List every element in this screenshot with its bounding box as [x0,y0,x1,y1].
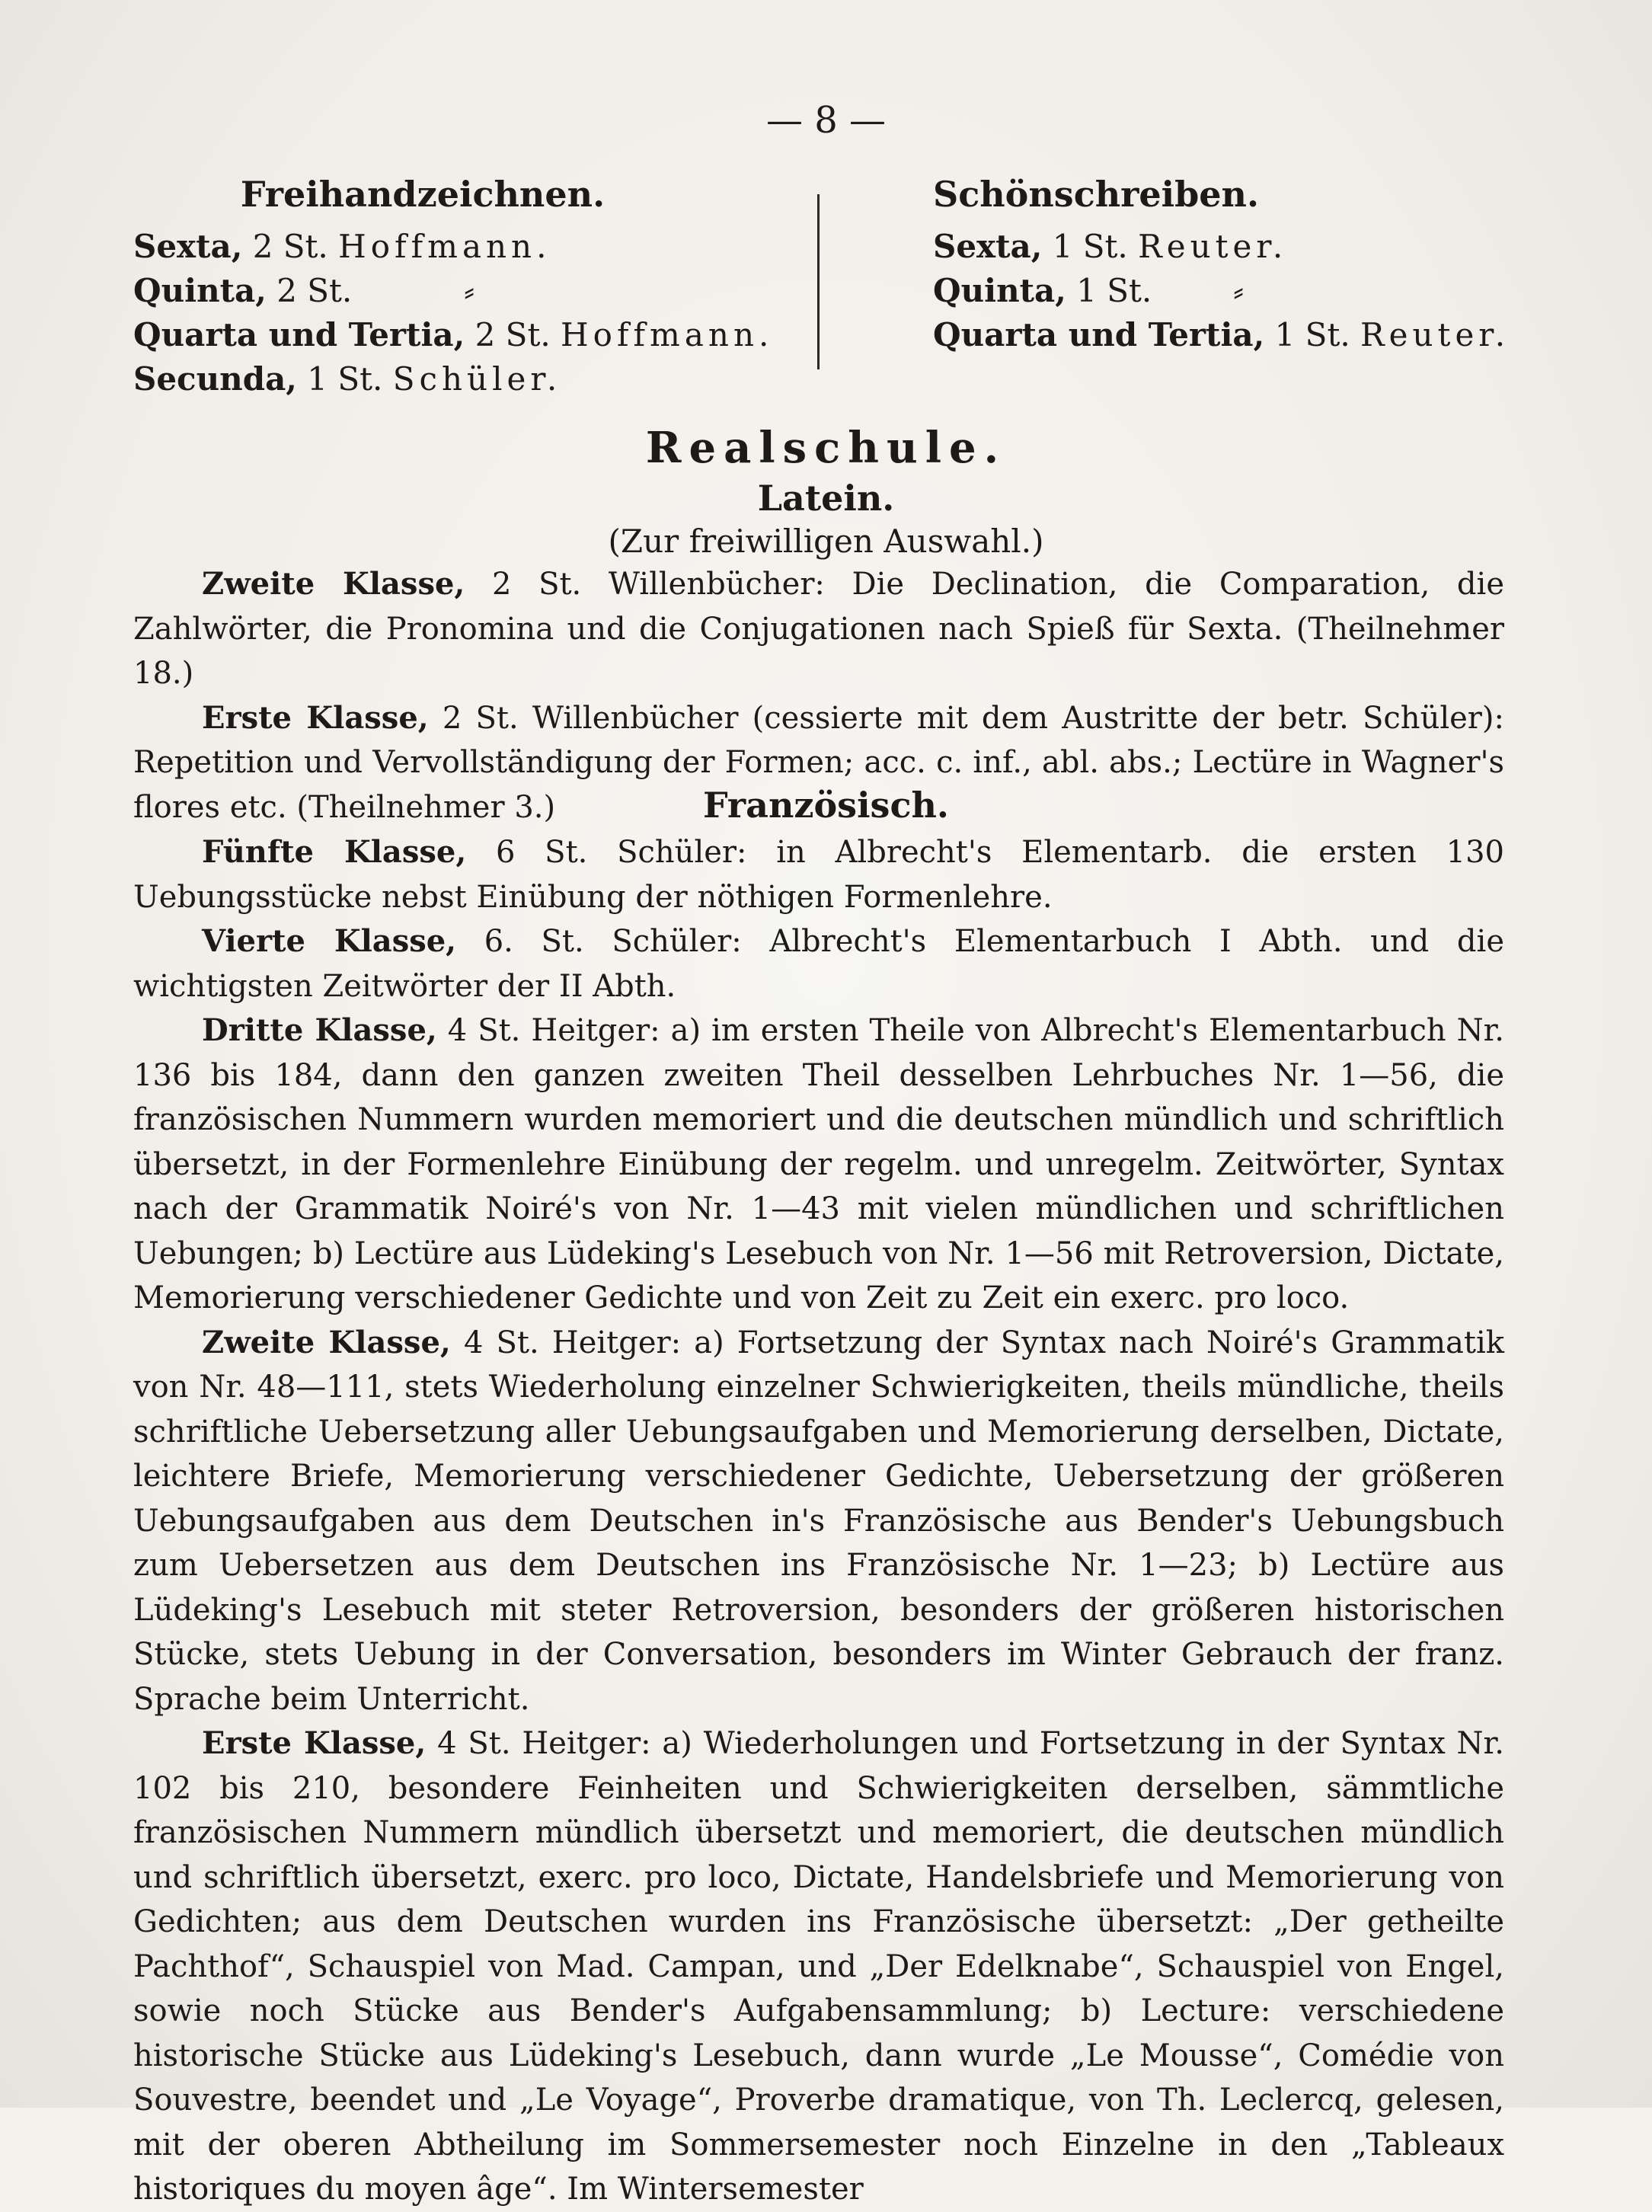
latein-paragraph-2: Erste Klasse, 2 St. Willenbücher (cessierte mit dem Austritte der betr. Schüler): Repetition und Vervollständigung der Formen; acc. c. inf., abl. abs.; Lectüre in Wagner's flores etc. (Theilnehmer 3.) [133,699,1504,825]
franz-paragraph-5: Erste Klasse, 4 St. Heitger: a) Wiederholungen und Fortsetzung in der Syntax Nr. 102 bis 210, besondere Feinheiten und Schwierigkeiten derselben, sämmtliche französischen Nummern mündlich übersetzt und memoriert, die deutschen mündlich und schriftlich übersetzt, exerc. pro loco, Dictate, Handelsbriefe und Memorierung von Gedichten; aus dem Deutschen wurden ins Französische übersetzt: „Der getheilte Pachthof“, Schauspiel von Mad. Campan, und „Der Edelknabe“, Schauspiel von Engel, sowie noch Stücke aus Bender's Aufgabensammlung; b) Lecture: verschiedene historische Stücke aus Lüdeking's Lesebuch, dann wurde „Le Mousse“, Comédie von Souvestre, beendet und „Le Voyage“, Proverbe dramatique, von Th. Leclercq, gelesen, mit der oberen Abtheilung im Sommersemester noch Einzelne in den „Tableaux historiques du moyen âge“. Im Wintersemester [133,1725,1504,2207]
left-row-4: Secunda, 1 St. Schüler. [133,360,562,398]
two-column-section [133,171,1510,398]
right-column-schoenschreiben [933,171,1542,357]
left-row-2: Quinta, 2 St. ⸗ [133,272,475,309]
latein-note: (Zur freiwilligen Auswahl.) [608,523,1044,560]
franz-paragraph-3: Dritte Klasse, 4 St. Heitger: a) im ersten Theile von Albrecht's Elementarbuch Nr. 136 bis 184, dann den ganzen zweiten Theil desselben Lehrbuches Nr. 1—56, die französischen Nummern wurden memoriert und die deutschen mündlich und schriftlich übersetzt, in der Formenlehre Einübung der regelm. und unregelm. Zeitwörter, Syntax nach der Grammatik Noiré's von Nr. 1—43 mit vielen mündlichen und schriftlichen Uebungen; b) Lectüre aus Lüdeking's Lesebuch von Nr. 1—56 mit Retroversion, Dictate, Memorierung verschiedener Gedichte und von Zeit zu Zeit ein exerc. pro loco. [133,1012,1505,1315]
heading-latein: Latein. [757,478,895,519]
franzoesisch-section [133,830,1504,2212]
franz-paragraph-2: Vierte Klasse, 6. St. Schüler: Albrecht's Elementarbuch I Abth. und die wichtigsten Zeitwörter der II Abth. [133,923,1504,1004]
heading-franzoesisch: Französisch. [703,785,949,826]
franz-paragraph-4: Zweite Klasse, 4 St. Heitger: a) Fortsetzung der Syntax nach Noiré's Grammatik von Nr. 48—111, stets Wiederholung einzelner Schwierigkeiten, theils mündliche, theils schriftliche Uebersetzung aller Uebungsaufgaben und Memorierung derselben, Dictate, leichtere Briefe, Memorierung verschiedener Gedichte, Uebersetzung der größeren Uebungsaufgaben aus dem Deutschen in's Französische aus Bender's Uebungsbuch zum Uebersetzen aus dem Deutschen ins Französische Nr. 1—23; b) Lectüre aus Lüdeking's Lesebuch mit steter Retroversion, besonders der größeren historischen Stücke, stets Uebung in der Conversation, besonders im Winter Gebrauch der franz. Sprache beim Unterricht. [133,1324,1505,1717]
right-column-title: Schönschreiben. [933,174,1260,215]
left-row-3: Quarta und Tertia, 2 St. Hoffmann. [133,316,774,353]
franz-paragraph-1: Fünfte Klasse, 6 St. Schüler: in Albrecht's Elementarb. die ersten 130 Uebungsstücke nebst Einübung der nöthigen Formenlehre. [133,834,1504,915]
column-divider [817,194,820,369]
latein-paragraph-1: Zweite Klasse, 2 St. Willenbücher: Die Declination, die Comparation, die Zahlwörter, die Pronomina und die Conjugationen nach Spieß für Sexta. (Theilnehmer 18.) [133,566,1504,691]
main-heading-realschule: Realschule. [645,423,1007,473]
right-row-2: Quinta, 1 St. ⸗ [933,272,1245,309]
left-column-freihandzeichnen [133,171,804,401]
left-column-title: Freihandzeichnen. [240,174,606,215]
page-number: — 8 — [765,99,887,142]
right-row-1: Sexta, 1 St. Reuter. [933,228,1288,265]
left-row-1: Sexta, 2 St. Hoffmann. [133,228,551,265]
right-row-3: Quarta und Tertia, 1 St. Reuter. [933,316,1510,353]
